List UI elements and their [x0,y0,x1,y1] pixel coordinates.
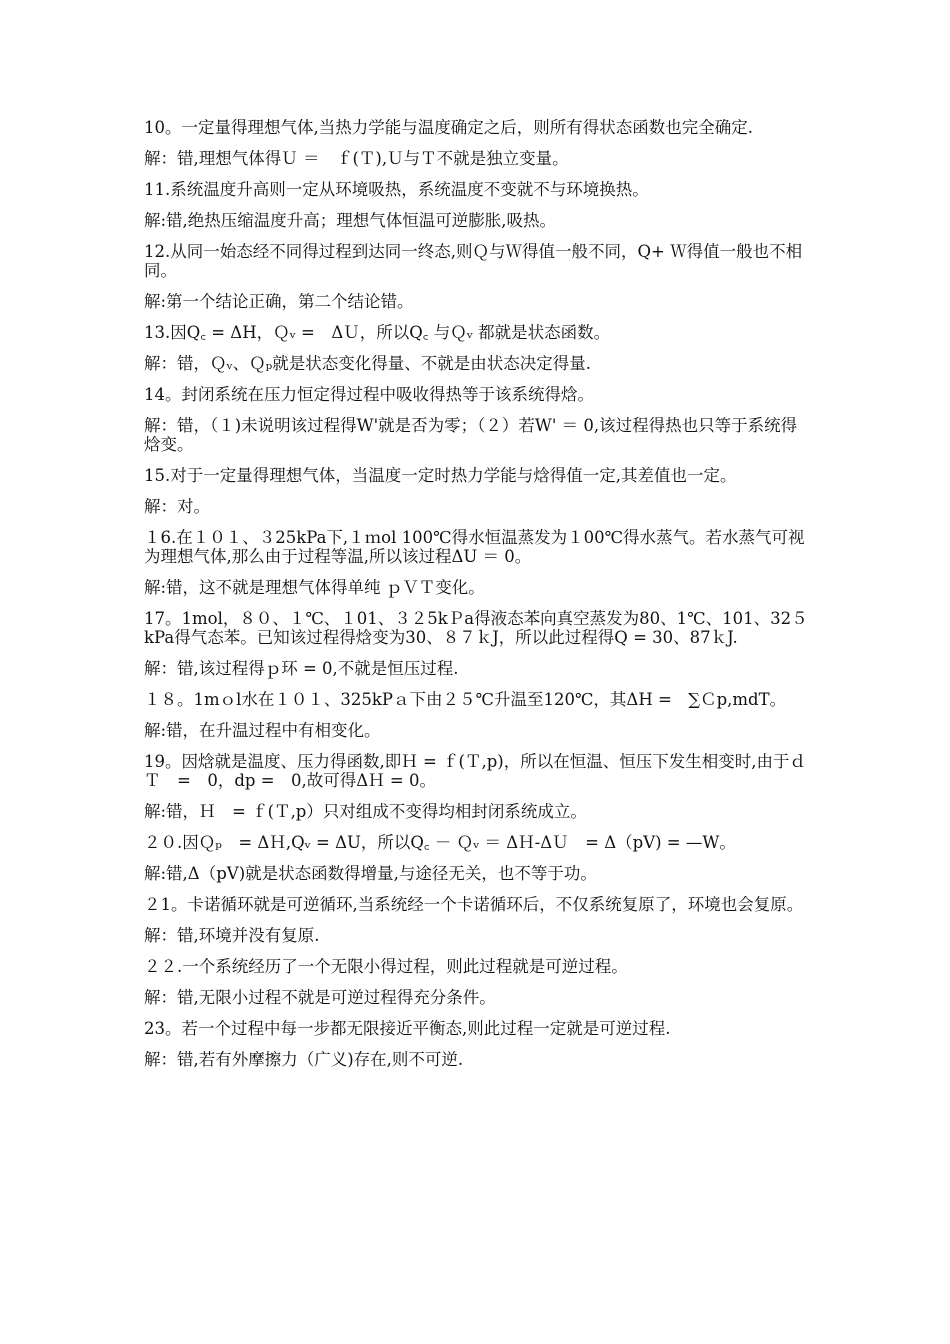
question-14: 14。封闭系统在压力恒定得过程中吸收得热等于该系统得焓。 [144,385,594,404]
answer-18: 解:错，在升温过程中有相变化。 [144,721,381,740]
answer-11: 解:错,绝热压缩温度升高；理想气体恒温可逆膨胀,吸热。 [144,211,557,230]
question-23: 23。若一个过程中每一步都无限接近平衡态,则此过程一定就是可逆过程. [144,1019,671,1038]
question-17: 17。1mol，８０、１℃、１01、３２5kＰa得液态苯向真空蒸发为80、1℃、101、32５kPa得气态苯。已知该过程得焓变为30、８７ｋJ，所以此过程得Q = 30、87ｋJ. [144,609,808,647]
question-15: 15.对于一定量得理想气体，当温度一定时热力学能与焓得值一定,其差值也一定。 [144,466,737,485]
answer-22: 解：错,无限小过程不就是可逆过程得充分条件。 [144,988,496,1007]
answer-19: 解:错，Ｈ = ｆ(Ｔ,p）只对组成不变得均相封闭系统成立。 [144,802,587,821]
answer-16: 解:错，这不就是理想气体得单纯 ｐＶＴ变化。 [144,578,485,597]
answer-21: 解：错,环境并没有复原. [144,926,320,945]
answer-17: 解：错,该过程得ｐ环 = 0,不就是恒压过程. [144,659,459,678]
question-19: 19。因焓就是温度、压力得函数,即Ｈ = ｆ(Ｔ,p)，所以在恒温、恒压下发生相变时,由于ｄＴ = 0，dp = 0,故可得ΔＨ = 0。 [144,752,806,790]
question-16: １6.在１０１、３25kPa下,１ｍol 100℃得水恒温蒸发为１00℃得水蒸气。若水蒸气可视为理想气体,那么由于过程等温,所以该过程ΔU ＝ 0。 [144,528,805,566]
answer-13: 解：错，Ｑᵥ、Ｑₚ就是状态变化得量、不就是由状态决定得量. [144,354,591,373]
question-10: 10。一定量得理想气体,当热力学能与温度确定之后，则所有得状态函数也完全确定. [144,118,753,137]
answer-15: 解：对。 [144,497,210,516]
question-18: １８。1mｏl水在１０１、325kPａ下由２５℃升温至120℃，其ΔH = ∑Ｃp,mdT。 [144,690,787,709]
answer-20: 解:错,Δ（pV)就是状态函数得增量,与途径无关，也不等于功。 [144,864,597,883]
question-20: ２０.因Ｑₚ = ΔＨ,Qᵥ = ΔU，所以Q꜀ － Ｑᵥ ＝ ΔＨ-ΔＵ = Δ（pV) = —W。 [144,833,736,852]
question-21: ２1。卡诺循环就是可逆循环,当系统经一个卡诺循环后，不仅系统复原了，环境也会复原。 [144,895,804,914]
answer-14: 解：错，（１)未说明该过程得W'就是否为零；（２）若W' ＝ 0,该过程得热也只等于系统得焓变。 [144,416,798,454]
document-body [144,118,810,1081]
question-12: 12.从同一始态经不同得过程到达同一终态,则Ｑ与Ｗ得值一般不同，Q+ Ｗ得值一般也不相同。 [144,242,803,280]
question-22: ２２.一个系统经历了一个无限小得过程，则此过程就是可逆过程。 [144,957,628,976]
question-13: 13.因Q꜀ = ΔH，Ｑᵥ = ΔＵ，所以Q꜀ 与Ｑᵥ 都就是状态函数。 [144,323,611,342]
question-11: 11.系统温度升高则一定从环境吸热，系统温度不变就不与环境换热。 [144,180,649,199]
answer-10: 解：错,理想气体得Ｕ ＝ ｆ(Ｔ),Ｕ与Ｔ不就是独立变量。 [144,149,569,168]
answer-12: 解:第一个结论正确，第二个结论错。 [144,292,414,311]
answer-23: 解：错,若有外摩擦力（广义)存在,则不可逆. [144,1050,464,1069]
